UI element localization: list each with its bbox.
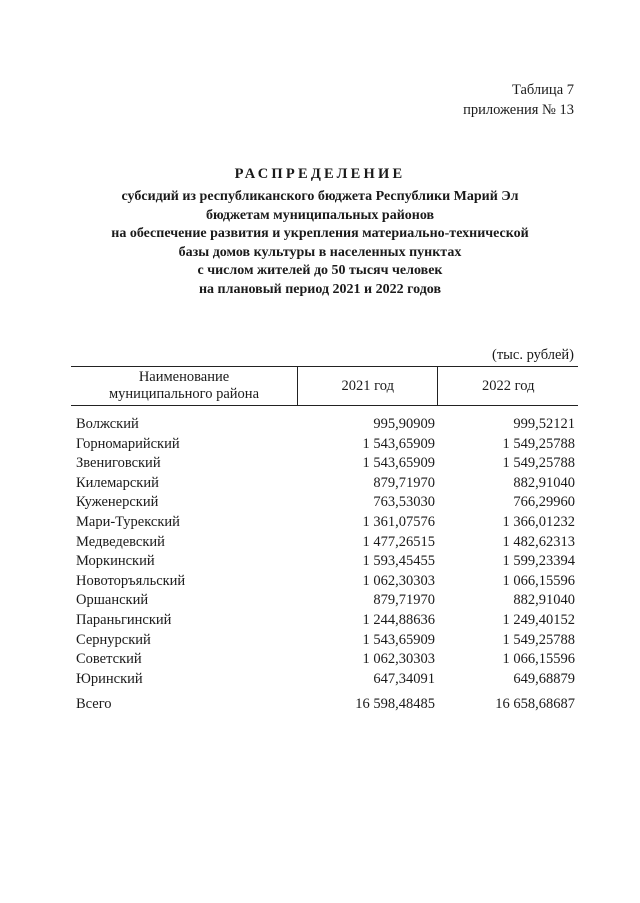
- district-name: Килемарский: [76, 474, 159, 491]
- amount-2021: 1 543,65909: [362, 455, 435, 472]
- amount-2021: 1 543,65909: [362, 435, 435, 452]
- amount-2021: 1 477,26515: [362, 533, 435, 550]
- amount-2021: 1 543,65909: [362, 631, 435, 648]
- column-header-line: Наименование: [138, 369, 230, 385]
- amount-2022: 1 249,40152: [502, 611, 575, 628]
- table-header-row: [71, 367, 578, 406]
- district-name: Оршанский: [76, 592, 149, 609]
- table-number: Таблица 7: [511, 82, 574, 98]
- amount-2022: 1 366,01232: [502, 513, 575, 530]
- subsidy-table: [71, 366, 578, 715]
- table-row: [71, 650, 578, 670]
- amount-2022: 1 482,62313: [502, 533, 575, 550]
- subtitle-line: субсидий из республиканского бюджета Республики Марий Эл: [121, 189, 519, 204]
- table-row: [71, 533, 578, 553]
- amount-2021: 1 593,45455: [362, 553, 435, 570]
- amount-2021: 879,71970: [373, 474, 435, 491]
- total-row: [71, 689, 578, 715]
- column-header-line: муниципального района: [109, 386, 259, 402]
- table-row: [71, 631, 578, 651]
- district-name: Мари-Турекский: [76, 513, 180, 530]
- subtitle-line: бюджетам муниципальных районов: [205, 207, 435, 223]
- table-row: [71, 611, 578, 631]
- district-name: Горномарийский: [76, 435, 180, 452]
- total-2021: 16 598,48485: [355, 696, 435, 713]
- amount-2022: 882,91040: [513, 474, 575, 491]
- district-name: Сернурский: [76, 631, 151, 648]
- amount-2021: 1 244,88636: [362, 611, 435, 628]
- amount-2022: 1 066,15596: [502, 651, 575, 668]
- amount-2021: 647,34091: [373, 670, 435, 687]
- table-row: [71, 493, 578, 513]
- table-reference: [463, 80, 574, 120]
- table-body: [71, 406, 578, 715]
- district-name: Медведевский: [76, 533, 165, 550]
- units-label: (тыс. рублей): [492, 347, 574, 363]
- amount-2022: 999,52121: [513, 416, 575, 432]
- subtitle-line: на плановый период 2021 и 2022 годов: [198, 281, 442, 297]
- table-row: [71, 406, 578, 435]
- district-name: Параньгинский: [76, 611, 172, 628]
- total-label: Всего: [76, 696, 112, 713]
- district-name: Юринский: [76, 670, 143, 687]
- document-subtitle: [60, 188, 580, 300]
- table-row: [71, 670, 578, 690]
- table-row: [71, 591, 578, 611]
- amount-2022: 766,29960: [513, 494, 575, 511]
- amount-2021: 1 062,30303: [362, 572, 435, 589]
- document-title: РАСПРЕДЕЛЕНИЕ: [234, 166, 406, 182]
- district-name: Моркинский: [76, 553, 155, 570]
- table-row: [71, 572, 578, 592]
- table-row: [71, 474, 578, 494]
- subtitle-line: с числом жителей до 50 тысяч человек: [197, 263, 443, 279]
- table-row: [71, 552, 578, 572]
- district-name: Новоторъяльский: [76, 572, 186, 589]
- amount-2021: 1 062,30303: [362, 651, 435, 668]
- subtitle-line: на обеспечение развития и укрепления материально-технической: [111, 226, 529, 242]
- district-name: Волжский: [76, 416, 139, 432]
- table-row: [71, 435, 578, 455]
- total-2022: 16 658,68687: [495, 696, 575, 713]
- table-row: [71, 454, 578, 474]
- district-name: Куженерский: [76, 494, 159, 511]
- column-header-2022: 2022 год: [438, 367, 578, 406]
- amount-2022: 1 549,25788: [502, 631, 575, 648]
- district-name: Советский: [76, 651, 142, 668]
- amount-2022: 1 549,25788: [502, 455, 575, 472]
- amount-2022: 882,91040: [513, 592, 575, 609]
- amount-2021: 879,71970: [373, 592, 435, 609]
- amount-2021: 1 361,07576: [362, 513, 435, 530]
- amount-2021: 763,53030: [373, 494, 435, 511]
- table-row: [71, 513, 578, 533]
- column-header-2021: 2021 год: [298, 367, 438, 406]
- column-header-district: [71, 367, 298, 406]
- subtitle-line: базы домов культуры в населенных пунктах: [178, 244, 462, 260]
- amount-2022: 1 599,23394: [502, 553, 575, 570]
- amount-2022: 1 549,25788: [502, 435, 575, 452]
- amount-2022: 649,68879: [513, 670, 575, 687]
- amount-2021: 995,90909: [373, 416, 435, 432]
- appendix-number: приложения № 13: [463, 102, 574, 118]
- district-name: Звениговский: [76, 455, 161, 472]
- amount-2022: 1 066,15596: [502, 572, 575, 589]
